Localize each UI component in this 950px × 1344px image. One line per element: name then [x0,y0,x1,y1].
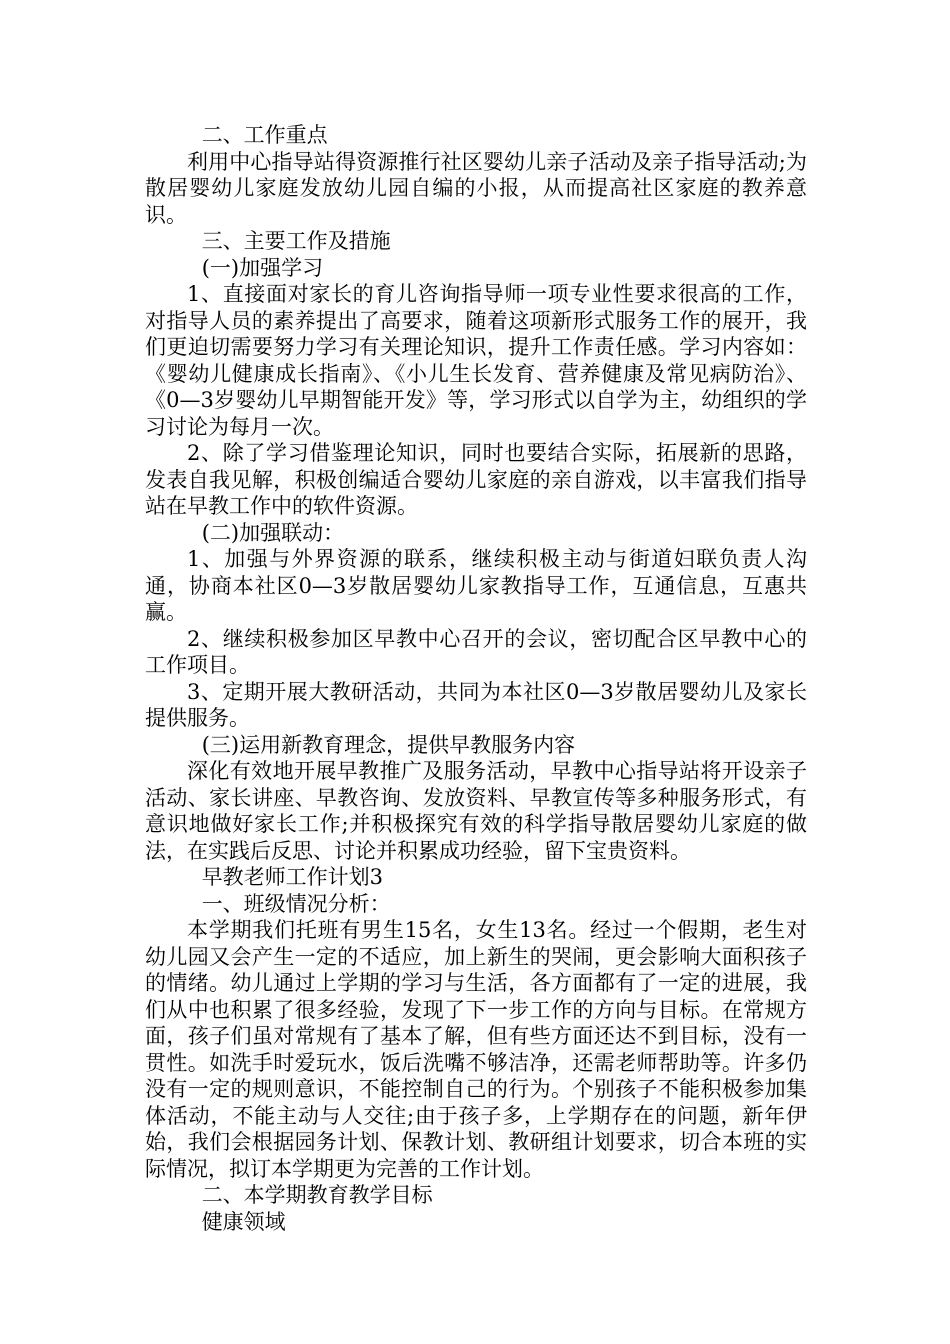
section-heading: 一、班级情况分析： [201,891,391,916]
subsection-heading: (三)运用新教育理念，提供早教服务内容 [201,732,576,757]
document-page [145,122,807,1235]
paragraph: 本学期我们托班有男生15名，女生13名。经过一个假期，老生对幼儿园又会产生一定的不适应，加上新生的哭闹，更会影响大面积孩子的情绪。幼儿通过上学期的学习与生活，各方面都有了一定的进展，我们从中也积累了很多经验，发现了下一步工作的方向与目标。在常规方面，孩子们虽对常规有了基本了解，但有些方面还达不到目标，没有一贯性。如洗手时爱玩水，饭后洗嘴不够洁净，还需老师帮助等。许多仍没有一定的规则意识，不能控制自己的行为。个别孩子不能积极参加集体活动，不能主动与人交往;由于孩子多，上学期存在的问题，新年伊始，我们会根据园务计划、保教计划、教研组计划要求，切合本班的实际情况，拟订本学期更为完善的工作计划。 [145,918,807,1181]
subsection-heading: (一)加强学习 [201,255,324,280]
paragraph: 利用中心指导站得资源推行社区婴幼儿亲子活动及亲子指导活动;为散居婴幼儿家庭发放幼儿园自编的小报，从而提高社区家庭的教养意识。 [145,149,807,227]
paragraph: 2、除了学习借鉴理论知识，同时也要结合实际，拓展新的思路，发表自我见解，积极创编适合婴幼儿家庭的亲自游戏，以丰富我们指导站在早教工作中的软件资源。 [145,441,807,518]
section-heading: 二、工作重点 [201,123,328,147]
paragraph: 3、定期开展大教研活动，共同为本社区0—3岁散居婴幼儿及家长提供服务。 [145,679,807,730]
paragraph: 1、加强与外界资源的联系，继续积极主动与街道妇联负责人沟通，协商本社区0—3岁散居婴幼儿家教指导工作，互通信息，互惠共赢。 [145,547,807,624]
section-heading: 三、主要工作及措施 [201,229,391,253]
section-heading: 二、本学期教育教学目标 [201,1183,433,1207]
paragraph: 2、继续积极参加区早教中心召开的会议，密切配合区早教中心的工作项目。 [145,626,807,677]
paragraph: 1、直接面对家长的育儿咨询指导师一项专业性要求很高的工作，对指导人员的素养提出了高要求，随着这项新形式服务工作的展开，我们更迫切需要努力学习有关理论知识，提升工作责任感。学习内容如：《婴幼儿健康成长指南》、《小儿生长发育、营养健康及常见病防治》、《0—3岁婴幼儿早期智能开发》等，学习形式以自学为主，幼组织的学习讨论为每月一次。 [145,282,807,439]
paragraph: 深化有效地开展早教推广及服务活动，早教中心指导站将开设亲子活动、家长讲座、早教咨询、发放资料、早教宣传等多种服务形式，有意识地做好家长工作;并积极探究有效的科学指导散居婴幼儿家庭的做法，在实践后反思、讨论并积累成功经验，留下宝贵资料。 [145,759,807,863]
subsection-heading: (二)加强联动： [201,520,345,545]
subsection-heading: 健康领域 [201,1209,286,1234]
document-title: 早教老师工作计划3 [201,865,384,889]
